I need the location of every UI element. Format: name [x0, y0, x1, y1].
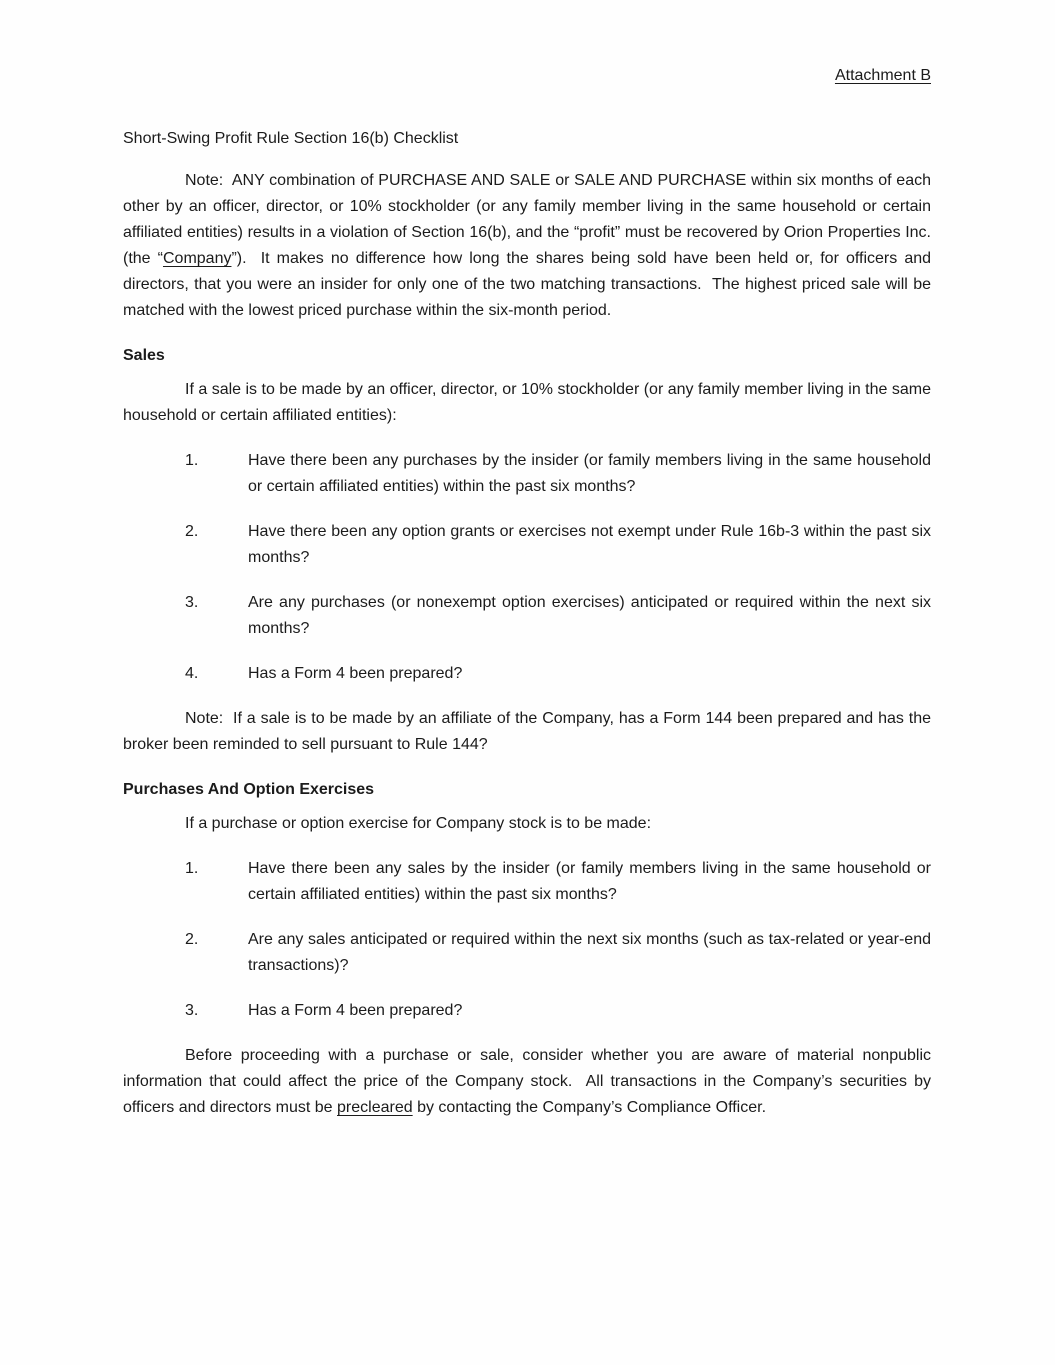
list-item-text: Have there been any purchases by the insider (or family members living in the same household or certain affiliated entities) within the past six months? — [248, 452, 931, 495]
purchases-list-item-2 — [123, 927, 931, 979]
list-item-text: Are any purchases (or nonexempt option exercises) anticipated or required within the next six months? — [248, 594, 931, 637]
list-item-text: Has a Form 4 been prepared? — [248, 1002, 463, 1019]
closing-part1: Before proceeding with a purchase or sale, consider whether you are aware of material nonpublic information that could affect the price of the Company stock. All transactions in the Company’s securities by officers and directors must be — [123, 1047, 931, 1116]
purchases-list-item-1 — [123, 856, 931, 908]
list-number: 4. — [185, 665, 199, 682]
closing-precleared-term: precleared — [337, 1099, 413, 1116]
closing-paragraph — [123, 1043, 931, 1121]
intro-note-part2: ”). It makes no difference how long the shares being sold have been held or, for officers and directors, that you were an insider for only one of the two matching transactions. The highest priced sale will be matched with the lowest priced purchase within the six-month period. — [123, 250, 932, 319]
sales-list-item-4 — [123, 661, 931, 687]
list-item-text: Have there been any option grants or exercises not exempt under Rule 16b-3 within the past six months? — [248, 523, 931, 566]
list-item-text: Have there been any sales by the insider (or family members living in the same household or certain affiliated entities) within the past six months? — [248, 860, 931, 903]
purchases-intro-paragraph: If a purchase or option exercise for Company stock is to be made: — [185, 815, 652, 832]
sales-list-item-1 — [123, 448, 931, 500]
closing-part2: by contacting the Company’s Compliance Officer. — [412, 1099, 767, 1116]
intro-note-part1: Note: ANY combination of PURCHASE AND SALE or SALE AND PURCHASE within six months of each other by an officer, director, or 10% stockholder (or any family member living in the same household or certain affiliated entities) results in a violation of Section 16(b), and the “profit” must be recovered by Orion Properties Inc. (the “ — [123, 172, 931, 267]
list-number: 3. — [185, 1002, 199, 1019]
list-item-text: Are any sales anticipated or required within the next six months (such as tax-related or year-end transactions)? — [248, 931, 931, 974]
sales-intro-paragraph: If a sale is to be made by an officer, director, or 10% stockholder (or any family member living in the same household or certain affiliated entities): — [123, 381, 931, 424]
sales-section-heading: Sales — [123, 347, 165, 364]
intro-note-paragraph — [123, 168, 931, 324]
sales-list-item-2 — [123, 519, 931, 571]
list-number: 2. — [185, 931, 199, 948]
attachment-header — [123, 63, 931, 89]
sales-list-item-3 — [123, 590, 931, 642]
sales-note-paragraph: Note: If a sale is to be made by an affiliate of the Company, has a Form 144 been prepared and has the broker been reminded to sell pursuant to Rule 144? — [123, 710, 931, 753]
list-number: 3. — [185, 594, 199, 611]
list-number: 1. — [185, 452, 199, 469]
attachment-label: Attachment B — [834, 67, 931, 84]
list-number: 2. — [185, 523, 199, 540]
purchases-section-heading: Purchases And Option Exercises — [123, 781, 375, 798]
intro-note-company-term: Company — [162, 250, 232, 267]
list-number: 1. — [185, 860, 199, 877]
list-item-text: Has a Form 4 been prepared? — [248, 665, 463, 682]
document-title: Short-Swing Profit Rule Section 16(b) Checklist — [123, 130, 459, 147]
purchases-list-item-3 — [123, 998, 931, 1024]
